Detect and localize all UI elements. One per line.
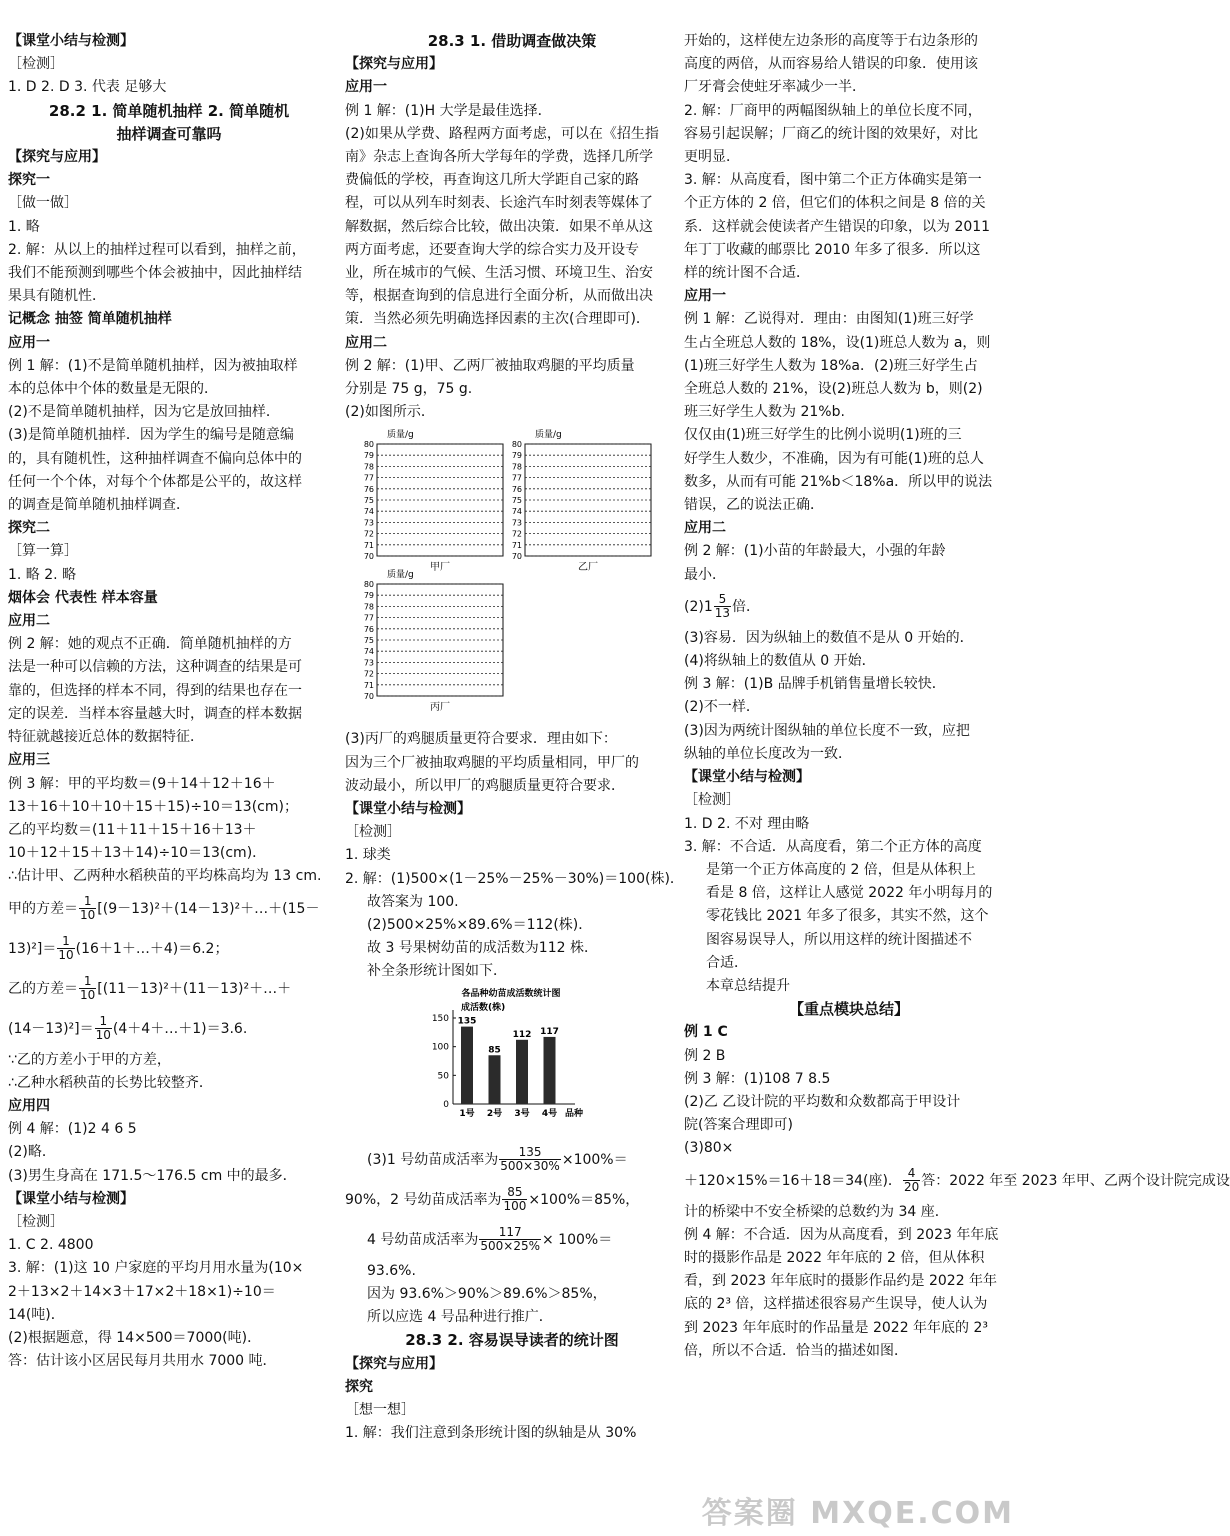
answer-line: (3)因为两统计图纵轴的单位长度不一致，应把 [684, 722, 970, 739]
concept-line: 烟体会 代表性 样本容量 [8, 589, 158, 606]
answer-line: 例 3 解：甲的平均数＝(9＋14＋12＋16＋ [8, 775, 276, 792]
formula-line: 90%，2 号幼苗成活率为 $\frac{85}{100}$ ×100%＝85%， [345, 1185, 640, 1214]
mini-chart-tick: 79 [363, 451, 374, 461]
answer-line: 系．这样就会使读者产生错误的印象，以为 2011 [684, 218, 991, 235]
answer-line: 乙的平均数＝(11＋11＋15＋16＋13＋ [8, 821, 257, 838]
answer-line: ∴估计甲、乙两种水稻秧苗的平均株高均为 13 cm. [8, 868, 322, 885]
answer-line: 例 2 B [684, 1047, 726, 1064]
fraction: $\frac{5}{13}$ [714, 592, 731, 621]
mini-chart-tick: 74 [511, 507, 522, 517]
fraction: $\frac{4}{20}$ [903, 1166, 920, 1195]
answer-line: 策．当然必须先明确选择因素的主次(合理即可)． [345, 311, 650, 328]
answer-line: 看是 8 倍，这样让人感觉 2022 年小明每月的 [706, 885, 993, 902]
mini-chart-tick: 73 [363, 518, 374, 528]
chart-y-tick: 100 [431, 1042, 449, 1053]
answer-line: 例 2 解：(1)小苗的年龄最大，小强的年龄 [684, 543, 946, 560]
chart-x-tick: 4号 [541, 1108, 558, 1119]
fraction: $\frac{135}{500\times 30\%}$ [500, 1145, 560, 1174]
mini-chart-ylabel: 质量/g [535, 430, 562, 441]
answer-line: 2. 解：从以上的抽样过程可以看到，抽样之前， [8, 241, 306, 258]
mini-chart-tick: 79 [363, 591, 374, 601]
sub-heading: 应用二 [8, 613, 50, 630]
lesson-title: 28.3 2. 容易误导读者的统计图 [405, 1331, 619, 1350]
mini-chart-tick: 71 [363, 681, 374, 691]
answer-line: 3. 解：(1)这 10 户家庭的平均月用水量为(10× [8, 1260, 304, 1277]
mini-chart-tick: 77 [363, 614, 374, 624]
answer-line: 年丁丁收藏的邮票比 2010 年多了很多．所以这 [684, 241, 981, 258]
answer-line: 两方面考虑，还要查询大学的综合实力及开设专 [345, 241, 639, 258]
answer-line: 法是一种可以信赖的方法，这种调查的结果是可 [8, 659, 302, 676]
section-heading: 【课堂小结与检测】 [8, 1190, 134, 1207]
answer-line: 1. D 2. D 3. 代表 足够大 [8, 79, 167, 96]
answer-line: 例 3 解：(1)B 品牌手机销售量增长较快． [684, 676, 946, 693]
answer-line: 任何一个个体，对每个个体都是公平的，故这样 [8, 473, 302, 490]
fraction: $\frac{1}{10}$ [80, 894, 96, 923]
answer-line: (3)丙厂的鸡腿质量更符合要求．理由如下： [345, 731, 617, 748]
answer-line: 厂牙膏会使蛀牙率减少一半． [684, 79, 866, 96]
chart-data-label: 117 [540, 1026, 559, 1037]
sub-heading: 应用四 [8, 1097, 50, 1114]
sub-heading: 应用二 [684, 520, 726, 537]
sub-heading: ［检测］ [684, 792, 740, 809]
answer-line: 因为三个厂被抽取鸡腿的平均质量相同，甲厂的 [345, 754, 639, 771]
answer-line: 所以应选 4 号品种进行推广． [367, 1309, 553, 1326]
answer-line: 高度的两倍，从而容易给人错误的印象．使用该 [684, 56, 978, 73]
answer-line: 看，到 2023 年年底时的摄影作品约是 2022 年年 [684, 1273, 998, 1290]
mini-chart-tick: 72 [363, 670, 374, 680]
answer-line: 我们不能预测到哪些个体会被抽中，因此抽样结 [8, 265, 302, 282]
formula-line: 甲的方差＝ $\frac{1}{10}$ [(9－13)²＋(14－13)²＋…＋(15－ [8, 894, 320, 923]
formula-line: 4 号幼苗成活率为 $\frac{117}{500\times 25\%}$ × 100%＝ [367, 1225, 613, 1254]
column-right [684, 30, 1230, 1363]
mini-chart-tick: 76 [511, 485, 522, 495]
answer-line: 1. C 2. 4800 [8, 1237, 94, 1254]
formula-line: (3)1 号幼苗成活率为 $\frac{135}{500\times 30\%}$ ×100%＝ [367, 1145, 628, 1174]
mini-chart-frame [377, 444, 503, 556]
mini-chart-frame [525, 444, 651, 556]
answer-line: (2)如果从学费、路程两方面考虑，可以在《招生指 [345, 125, 659, 142]
chart-title: 各品种幼苗成活数统计图 [461, 988, 561, 999]
answer-line: 1. 球类 [345, 847, 391, 864]
answer-line: (4)将纵轴上的数值从 0 开始． [684, 653, 876, 670]
chart-ylabel: 成活数(株) [461, 1002, 506, 1013]
answer-line: 13＋16＋10＋10＋15＋15)÷10＝13(cm)； [8, 798, 298, 815]
chart-x-tick: 1号 [459, 1108, 475, 1119]
mini-chart-ylabel: 质量/g [387, 570, 414, 581]
answer-line: 费偏低的学校，再查询这几所大学距自己家的路 [345, 172, 639, 189]
mini-chart-tick: 73 [363, 658, 374, 668]
seedling-survival-bar-chart [345, 986, 679, 1138]
mini-chart-ylabel: 质量/g [387, 430, 414, 441]
formula-line: (2)1 $\frac{5}{13}$ 倍． [684, 592, 761, 621]
answer-line: 1. 略 [8, 218, 40, 235]
mini-chart-name: 乙厂 [578, 562, 598, 574]
answer-line: (2)不是简单随机抽样，因为它是放回抽样． [8, 404, 280, 421]
answer-line: 波动最小，所以甲厂的鸡腿质量更符合要求． [345, 777, 625, 794]
watermark-logo: 答案圈 MXQE.COM [701, 1496, 1014, 1531]
chart-bar [516, 1039, 528, 1103]
answer-line: 例 2 解：(1)甲、乙两厂被抽取鸡腿的平均质量 [345, 357, 635, 374]
answer-line: 答：估计该小区居民每月共用水 7000 吨． [8, 1353, 277, 1370]
sub-heading: ［做一做］ [8, 195, 78, 212]
answer-line: 错误，乙的说法正确． [684, 497, 824, 514]
answer-line: 时的摄影作品是 2022 年年底的 2 倍，但从体积 [684, 1249, 985, 1266]
mini-chart-tick: 77 [363, 474, 374, 484]
sub-heading: ［想一想］ [345, 1401, 415, 1418]
sub-heading: 应用三 [8, 752, 50, 769]
answer-line: 倍，所以不合适．恰当的描述如图． [684, 1342, 908, 1359]
answer-line: 底的 2³ 倍，这样描述很容易产生误导，使人认为 [684, 1296, 988, 1313]
mini-chart-tick: 71 [511, 541, 522, 551]
section-heading: 【课堂小结与检测】 [684, 769, 810, 786]
sub-heading: 应用一 [684, 288, 726, 305]
chart-data-label: 85 [488, 1044, 501, 1055]
answer-line: 院(答案合理即可) [684, 1117, 793, 1134]
fraction: $\frac{1}{10}$ [58, 934, 74, 963]
answer-line: 开始的，这样使左边条形的高度等于右边条形的 [684, 33, 978, 49]
answer-line: (3)80× [684, 1140, 734, 1157]
answer-line: 补全条形统计图如下． [367, 963, 507, 980]
answer-line: (2)不一样． [684, 699, 760, 716]
answer-line: 例 4 解：不合适．因为从高度看，到 2023 年年底 [684, 1226, 999, 1243]
answer-line: 班三好学生人数为 21%b. [684, 404, 845, 421]
answer-line: 等，根据查询到的信息进行全面分析，从而做出决 [345, 288, 653, 305]
mini-chart-tick: 78 [363, 602, 374, 612]
answer-line: 分别是 75 g，75 g. [345, 381, 473, 398]
section-heading: 【课堂小结与检测】 [345, 801, 471, 818]
sub-heading: 应用二 [345, 334, 387, 351]
answer-line: 因为 93.6%＞90%＞89.6%＞85%， [367, 1285, 607, 1302]
answer-line: 好学生人数少，不准确，因为有可能(1)班的总人 [684, 450, 984, 467]
chart-data-label: 135 [457, 1016, 477, 1027]
lesson-title-cont: 抽样调查可靠吗 [116, 124, 222, 143]
answer-line: 个正方体的 2 倍，但它们的体积之间是 8 倍的关 [684, 195, 986, 212]
mini-chart-tick: 73 [511, 518, 522, 528]
answer-line: 2＋13×2＋14×3＋17×2＋18×1)÷10＝ [8, 1283, 276, 1300]
mini-chart-frame [377, 584, 503, 696]
answer-line: 例 1 解：乙说得对．理由：由图知(1)班三好学 [684, 311, 974, 328]
chart-bar [461, 1026, 473, 1103]
chart-bar [489, 1055, 501, 1104]
answer-line: 图容易误导人，所以用这样的统计图描述不 [706, 931, 972, 948]
answer-line: 靠的，但选择的样本不同，得到的结果也存在一 [8, 682, 302, 699]
mini-chart-name: 丙厂 [430, 702, 450, 714]
answer-line: 纵轴的单位长度改为一致． [684, 745, 852, 762]
answer-line: 定的误差．当样本容量越大时，调查的样本数据 [8, 705, 302, 722]
fraction: $\frac{1}{10}$ [80, 974, 96, 1003]
mini-chart-tick: 71 [363, 541, 374, 551]
answer-line: 1. 略 2. 略 [8, 566, 77, 583]
answer-line: 例 1 解：(1)不是简单随机抽样，因为被抽取样 [8, 357, 298, 374]
chart-xlabel: 品种 [565, 1108, 584, 1119]
answer-line: 本章总结提升 [706, 977, 790, 994]
section-heading: 例 1 C [684, 1024, 728, 1041]
answer-line: (3)男生身高在 171.5～176.5 cm 中的最多． [8, 1167, 297, 1184]
formula-line: (14－13)²]＝ $\frac{1}{10}$ (4＋4＋…＋1)＝3.6. [8, 1014, 248, 1043]
mini-chart-tick: 78 [363, 462, 374, 472]
chart-data-label: 112 [512, 1029, 532, 1040]
answer-line: 故答案为 100. [367, 893, 459, 910]
formula-line: ＋120×15%＝16＋18＝34(座)． $\frac{4}{20}$ 答：2022 年至 2023 年甲、乙两个设计院完成设 [684, 1166, 1230, 1195]
sub-heading: 应用一 [8, 334, 50, 351]
mini-chart-tick: 75 [363, 496, 374, 506]
chart-bar [544, 1037, 556, 1104]
answer-line: (2)根据题意，得 14×500＝7000(吨)． [8, 1329, 262, 1346]
answer-line: (1)班三好学生人数为 18%a．(2)班三好学生占 [684, 357, 978, 374]
sub-heading: ［检测］ [8, 1213, 64, 1230]
mini-chart-tick: 76 [363, 485, 374, 495]
fraction: $\frac{117}{500\times 25\%}$ [480, 1225, 540, 1254]
answer-line: (3)是简单随机抽样．因为学生的编号是随意编 [8, 427, 294, 444]
mini-chart-name: 甲厂 [430, 562, 450, 574]
sub-heading: 应用一 [345, 79, 387, 96]
mini-chart-tick: 70 [363, 692, 374, 702]
answer-line: 的调查是简单随机抽样调查． [8, 497, 190, 514]
answer-line: 特征就越接近总体的数据特征． [8, 729, 204, 746]
answer-line: 本的总体中个体的数量是无限的． [8, 381, 218, 398]
answer-line: 例 1 解：(1)H 大学是最佳选择． [345, 102, 552, 119]
mini-chart-tick: 70 [511, 552, 522, 562]
answer-line: 生占全班总人数的 18%，设(1)班总人数为 a，则 [684, 334, 991, 351]
formula-line: 13)²]＝ $\frac{1}{10}$ (16＋1＋…＋4)＝6.2； [8, 934, 229, 963]
mini-chart-tick: 76 [363, 625, 374, 635]
mini-chart [512, 428, 651, 573]
mini-chart-tick: 75 [511, 496, 522, 506]
answer-line: 南》杂志上查询各所大学每年的学费，选择几所学 [345, 149, 653, 166]
answer-line: 的，具有随机性，这种抽样调查不偏向总体中的 [8, 450, 302, 467]
section-heading: 【课堂小结与检测】 [8, 33, 134, 49]
section-heading: 【探究与应用】 [345, 1355, 443, 1372]
mini-chart-tick: 80 [511, 440, 522, 450]
answer-line: 10＋12＋15＋13＋14)÷10＝13(cm)． [8, 845, 267, 862]
answer-line: 果具有随机性． [8, 288, 106, 305]
sub-heading: 探究一 [8, 172, 50, 189]
answer-line: 数多，从而有可能 21%b＜18%a．所以甲的说法 [684, 473, 993, 490]
answer-line: 到 2023 年年底时的作品量是 2022 年年底的 2³ [684, 1319, 989, 1336]
factory-weight-charts [345, 426, 679, 726]
mini-chart-tick: 78 [511, 462, 522, 472]
answer-line: 1. 解：我们注意到条形统计图的纵轴是从 30% [345, 1425, 637, 1442]
answer-line: 仅仅由(1)班三好学生的比例小说明(1)班的三 [684, 427, 962, 444]
sub-heading: ［检测］ [345, 824, 401, 841]
answer-line: 计的桥梁中不安全桥梁的总数约为 34 座． [684, 1203, 949, 1220]
answer-line: 是第一个正方体高度的 2 倍，但是从体积上 [706, 861, 976, 878]
answer-line: ∴乙种水稻秧苗的长势比较整齐． [8, 1074, 213, 1091]
chart-y-tick: 150 [431, 1013, 449, 1024]
answer-line: 故 3 号果树幼苗的成活数为112 株． [367, 940, 598, 957]
column-middle [345, 30, 684, 1445]
answer-line: 容易引起误解；厂商乙的统计图的效果好，对比 [684, 125, 978, 142]
concept-line: 记概念 抽签 简单随机抽样 [8, 311, 172, 328]
answer-line: 14(吨)． [8, 1306, 65, 1323]
mini-chart-tick: 75 [363, 636, 374, 646]
column-left [8, 30, 330, 1373]
answer-line: 3. 解：不合适．从高度看，第二个正方体的高度 [684, 838, 982, 855]
chapter-summary-title: 【重点模块总结】 [788, 1000, 909, 1019]
mini-chart [364, 428, 503, 573]
answer-line: 3. 解：从高度看，图中第二个正方体确实是第一 [684, 172, 982, 189]
sub-heading: ［检测］ [8, 56, 64, 73]
answer-line: 全班总人数的 21%，设(2)班总人数为 b，则(2) [684, 381, 983, 398]
section-heading: 【探究与应用】 [345, 56, 443, 73]
mini-chart-tick: 77 [511, 474, 522, 484]
sub-heading: ［算一算］ [8, 543, 78, 560]
mini-chart-tick: 74 [363, 507, 374, 517]
answer-line: (3)容易．因为纵轴上的数值不是从 0 开始的． [684, 629, 974, 646]
answer-line: 更明显． [684, 149, 740, 166]
mini-chart-tick: 72 [511, 530, 522, 540]
answer-line: 业，所在城市的气候、生活习惯、环境卫生、治安 [345, 265, 653, 282]
answer-line: 最小． [684, 566, 726, 583]
answer-line: (2)略． [8, 1144, 56, 1161]
answer-line: 样的统计图不合适． [684, 265, 810, 282]
mini-chart-tick: 80 [363, 580, 374, 590]
lesson-title: 28.2 1. 简单随机抽样 2. 简单随机 [48, 101, 290, 120]
chart-y-tick: 0 [443, 1099, 449, 1110]
answer-line: 程，可以从列车时刻表、长途汽车时刻表等媒体了 [345, 195, 653, 212]
chart-y-tick: 50 [437, 1071, 449, 1082]
answer-line: (2)500×25%×89.6%＝112(株)． [367, 917, 593, 934]
answer-line: 2. 解：厂商甲的两幅图纵轴上的单位长度不同， [684, 102, 982, 119]
fraction: $\frac{85}{100}$ [503, 1185, 527, 1214]
sub-heading: 探究二 [8, 520, 50, 537]
mini-chart [364, 568, 503, 713]
sub-heading: 探究 [345, 1378, 373, 1395]
answer-line: ∵乙的方差小于甲的方差， [8, 1051, 171, 1068]
mini-chart-tick: 70 [363, 552, 374, 562]
fraction: $\frac{1}{10}$ [95, 1014, 111, 1043]
section-heading: 【探究与应用】 [8, 149, 106, 166]
mini-chart-tick: 72 [363, 530, 374, 540]
answer-line: 合适． [706, 954, 748, 971]
mini-chart-tick: 80 [363, 440, 374, 450]
formula-line: 乙的方差＝ $\frac{1}{10}$ [(11－13)²＋(11－13)²＋…＋ [8, 974, 292, 1003]
answer-line: 例 4 解：(1)2 4 6 5 [8, 1121, 137, 1138]
answer-line: 93.6%. [367, 1262, 416, 1279]
answer-line: (2)如图所示． [345, 404, 435, 421]
mini-chart-tick: 79 [511, 451, 522, 461]
answer-line: 2. 解：(1)500×(1－25%－25%－30%)＝100(株)． [345, 870, 684, 887]
answer-line: 1. D 2. 不对 理由略 [684, 815, 810, 832]
chart-x-tick: 2号 [486, 1108, 503, 1119]
mini-chart-tick: 74 [363, 647, 374, 657]
answer-line: 例 2 解：她的观点不正确．简单随机抽样的方 [8, 636, 292, 653]
answer-line: 解数据，然后综合比较，做出决策．如果不单从这 [345, 218, 653, 235]
chart-x-tick: 3号 [514, 1108, 530, 1119]
answer-line: 零花钱比 2021 年多了很多，其实不然，这个 [706, 908, 989, 925]
lesson-title: 28.3 1. 借助调查做决策 [427, 32, 597, 50]
answer-line: 例 3 解：(1)108 7 8.5 [684, 1070, 831, 1087]
answer-line: (2)乙 乙设计院的平均数和众数都高于甲设计 [684, 1093, 961, 1110]
